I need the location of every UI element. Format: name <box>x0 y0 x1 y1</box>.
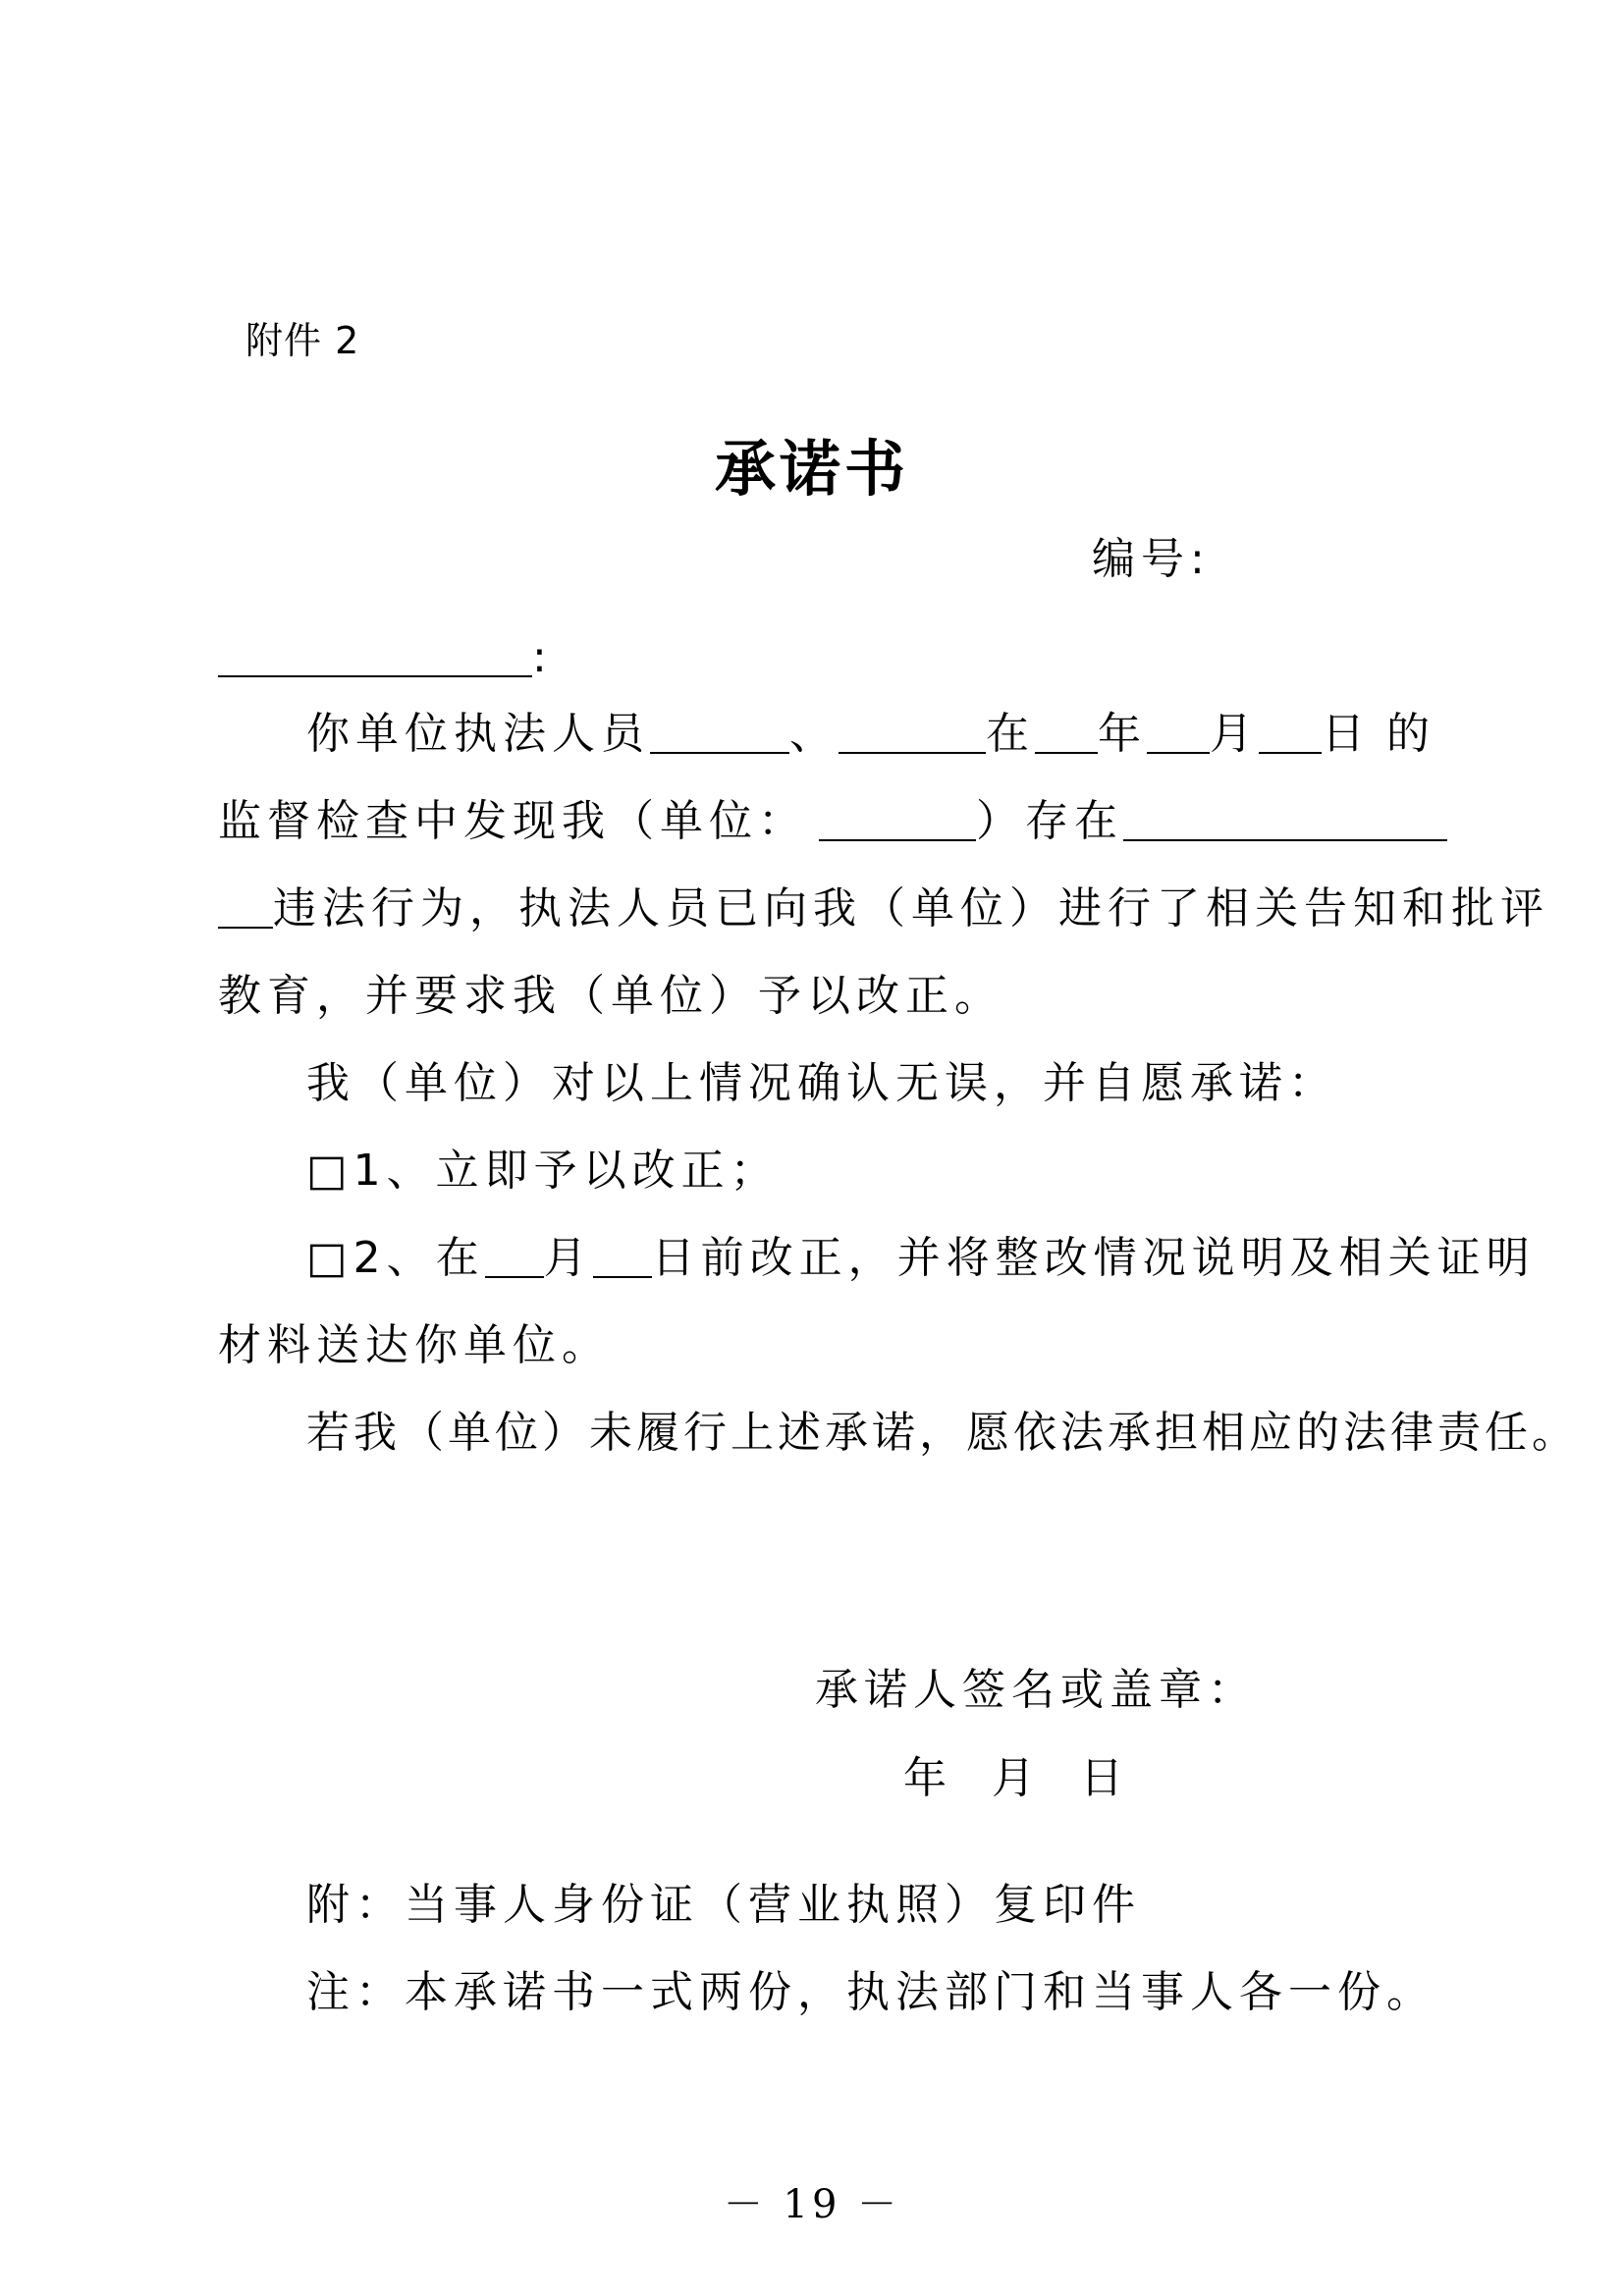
text-segment: 监督检查中发现我（单位： <box>218 796 807 846</box>
addressee-colon: : <box>532 632 553 682</box>
paragraph1-line1-end: 的 <box>1386 709 1435 759</box>
paragraph1-line2 <box>218 796 1447 846</box>
violation-blank <box>1123 800 1447 841</box>
text-segment: 、 <box>789 709 839 759</box>
document-title: 承诺书 <box>714 433 909 505</box>
day-blank <box>1259 713 1322 754</box>
addressee-blank <box>218 636 532 677</box>
paragraph1-line1 <box>306 709 1371 759</box>
signature-date: 年 月 日 <box>903 1753 1129 1803</box>
text-segment: 年 <box>1098 709 1147 759</box>
text-segment: ）存在 <box>976 796 1123 846</box>
month-blank <box>1147 713 1210 754</box>
paragraph1-line3 <box>218 883 1549 934</box>
page-number: － 19 － <box>723 2182 901 2227</box>
text-segment: 日 <box>1322 709 1371 759</box>
option1-label: 1、立即予以改正； <box>352 1146 780 1196</box>
paragraph3: 若我（单位）未履行上述承诺，愿依法承担相应的法律责任。 <box>306 1408 1579 1458</box>
paragraph2: 我（单位）对以上情况确认无误，并自愿承诺： <box>306 1058 1337 1108</box>
deadline-day-blank <box>593 1237 652 1278</box>
copies-note: 注：本承诺书一式两份，执法部门和当事人各一份。 <box>306 1967 1435 2017</box>
text-segment: 月 <box>1210 709 1259 759</box>
text-segment: 日前改正，并将整改情况说明及相关证明 <box>651 1233 1536 1283</box>
attachment-label: 附件 2 <box>245 319 360 362</box>
option1 <box>306 1146 780 1196</box>
text-segment: 你单位执法人员 <box>306 709 650 759</box>
unit-blank <box>819 800 976 841</box>
checkbox-icon[interactable]: □ <box>306 1233 353 1283</box>
officer2-blank <box>839 713 986 754</box>
deadline-month-blank <box>485 1237 544 1278</box>
text-segment: 违法行为，执法人员已向我（单位）进行了相关告知和批评 <box>273 883 1549 934</box>
year-blank <box>1035 713 1098 754</box>
text-segment: 在 <box>986 709 1035 759</box>
option2-line2: 材料送达你单位。 <box>218 1320 611 1370</box>
violation-blank-continued <box>218 887 273 929</box>
text-segment: 2、在 <box>352 1233 485 1283</box>
option2 <box>306 1233 1536 1283</box>
text-segment: 月 <box>543 1233 593 1283</box>
serial-number-label: 编号: <box>1092 534 1211 584</box>
checkbox-icon[interactable]: □ <box>306 1146 353 1196</box>
attachment-note: 附：当事人身份证（营业执照）复印件 <box>306 1880 1141 1930</box>
officer1-blank <box>650 713 789 754</box>
paragraph1-line4: 教育，并要求我（单位）予以改正。 <box>218 971 1003 1021</box>
addressee-line <box>218 632 553 682</box>
signature-label: 承诺人签名或盖章： <box>815 1665 1257 1715</box>
